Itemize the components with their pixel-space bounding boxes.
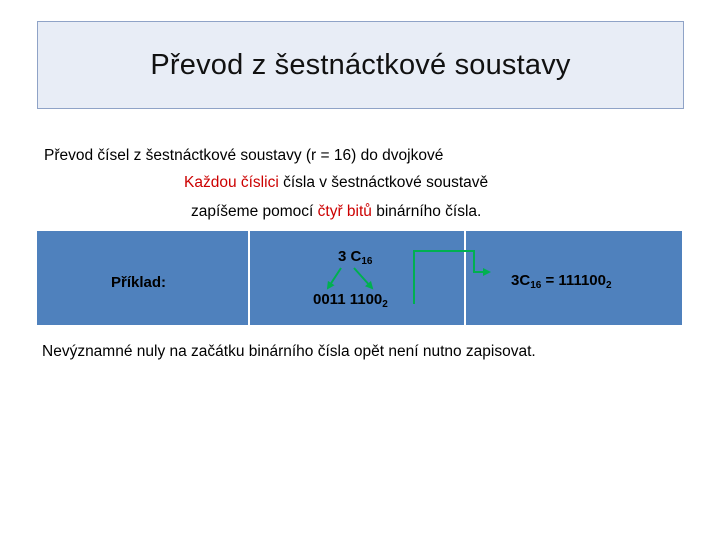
example-binary-base: 2 <box>382 299 388 310</box>
rule-emphasis-digit: Každou číslici <box>184 174 279 191</box>
example-result-hex-base: 16 <box>530 280 542 291</box>
rule-emphasis-bits: čtyř bitů <box>317 203 372 220</box>
example-result-hex: 3C <box>511 272 531 289</box>
example-band <box>37 231 682 325</box>
intro-text: Převod čísel z šestnáctkové soustavy (r = 16) do dvojkové <box>44 147 444 164</box>
title-box <box>37 21 684 109</box>
rule-text-2-end: binárního čísla. <box>371 203 482 220</box>
arrow-to-result <box>414 251 489 304</box>
arrow-to-1100 <box>354 268 372 288</box>
page-title: Převod z šestnáctkové soustavy <box>150 48 571 81</box>
rule-text-1: čísla v šestnáctkové soustavě <box>278 174 489 191</box>
arrow-to-0011 <box>328 268 341 288</box>
example-hex-base: 16 <box>361 256 373 267</box>
example-label: Příklad: <box>111 274 167 291</box>
example-result-bin-base: 2 <box>605 280 612 291</box>
example-hex-digits: 3 C <box>338 248 362 265</box>
rule-line-2 <box>191 203 481 221</box>
rule-line-1 <box>184 174 488 192</box>
example-result <box>511 272 612 291</box>
example-binary-number <box>313 291 388 310</box>
note-text: Nevýznamné nuly na začátku binárního čísla opět není nutno zapisovat. <box>42 343 536 360</box>
example-result-binary: = 111100 <box>541 272 606 289</box>
example-binary-digits: 0011 1100 <box>313 291 383 308</box>
rule-text-2-start: zapíšeme pomocí <box>191 203 318 220</box>
